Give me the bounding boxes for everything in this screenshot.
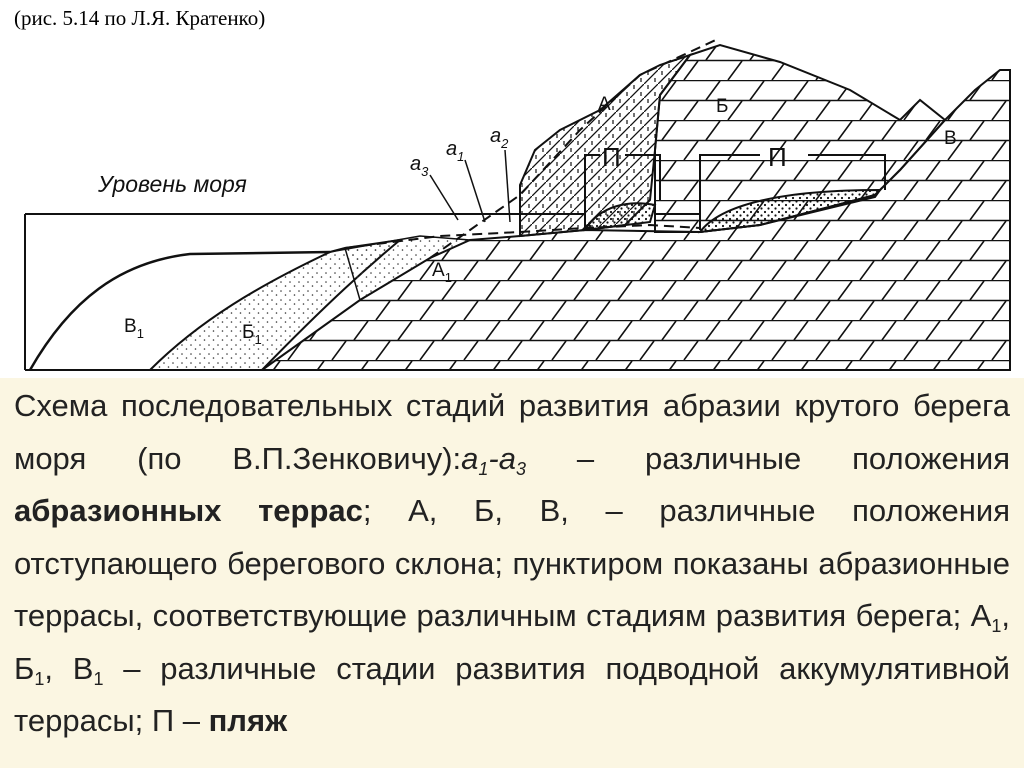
label-B: Б: [716, 96, 729, 117]
caption-sep: ,: [1001, 598, 1010, 633]
marker-a1-line: [465, 160, 485, 222]
caption-part: – различные стадии развития подводной аккумулятивной террасы; П –: [14, 650, 1010, 738]
caption-bold-beach: пляж: [208, 703, 288, 738]
label-A: А: [598, 94, 611, 115]
figure-source-note: (рис. 5.14 по Л.Я. Кратенко): [14, 6, 266, 30]
label-a3: $a_3$: [410, 153, 429, 179]
label-V1: $В_1$: [124, 316, 144, 341]
caption-bold-terraces: абразионных террас: [14, 493, 363, 528]
caption-part: ; А, Б, В, – различные положения отступающего берегового склона; пунктиром показаны абразионные террасы, соответствующие различным стадиям развития берега;: [14, 493, 1011, 633]
label-a2: $a_2$: [490, 125, 509, 151]
caption-V1: В: [72, 650, 94, 686]
caption-sep: ,: [44, 650, 73, 686]
caption-A1: А: [970, 598, 992, 633]
caption-V1-sub: 1: [93, 668, 104, 689]
caption-B1-sub: 1: [34, 668, 45, 689]
label-P-left: П: [602, 142, 621, 172]
label-A1: $А_1$: [432, 260, 452, 285]
sea-level-label: Уровень моря: [98, 171, 247, 197]
caption-dash: -: [488, 440, 499, 476]
caption-A1-sub: 1: [991, 616, 1002, 636]
caption-a1: а: [461, 440, 479, 476]
caption-a3: а: [498, 440, 516, 476]
label-B1: $Б_1$: [242, 322, 262, 347]
abrasion-diagram: [0, 0, 1024, 378]
caption-a1-sub: 1: [478, 458, 489, 479]
caption-text: [14, 380, 1010, 748]
label-V: В: [944, 128, 957, 149]
label-P-right: П: [768, 142, 787, 172]
diagram-svg: [0, 0, 1024, 378]
caption-part: Схема последовательных стадий развития абразии крутого берега моря (по В.П.Зенковичу):: [14, 388, 1010, 476]
caption-a3-sub: 3: [516, 458, 527, 479]
marker-a2-line: [505, 150, 510, 222]
caption-B1: Б: [14, 650, 35, 686]
caption-panel: [0, 378, 1024, 768]
label-a1: $a_1$: [446, 138, 465, 164]
caption-part: – различные положения: [526, 440, 1010, 476]
